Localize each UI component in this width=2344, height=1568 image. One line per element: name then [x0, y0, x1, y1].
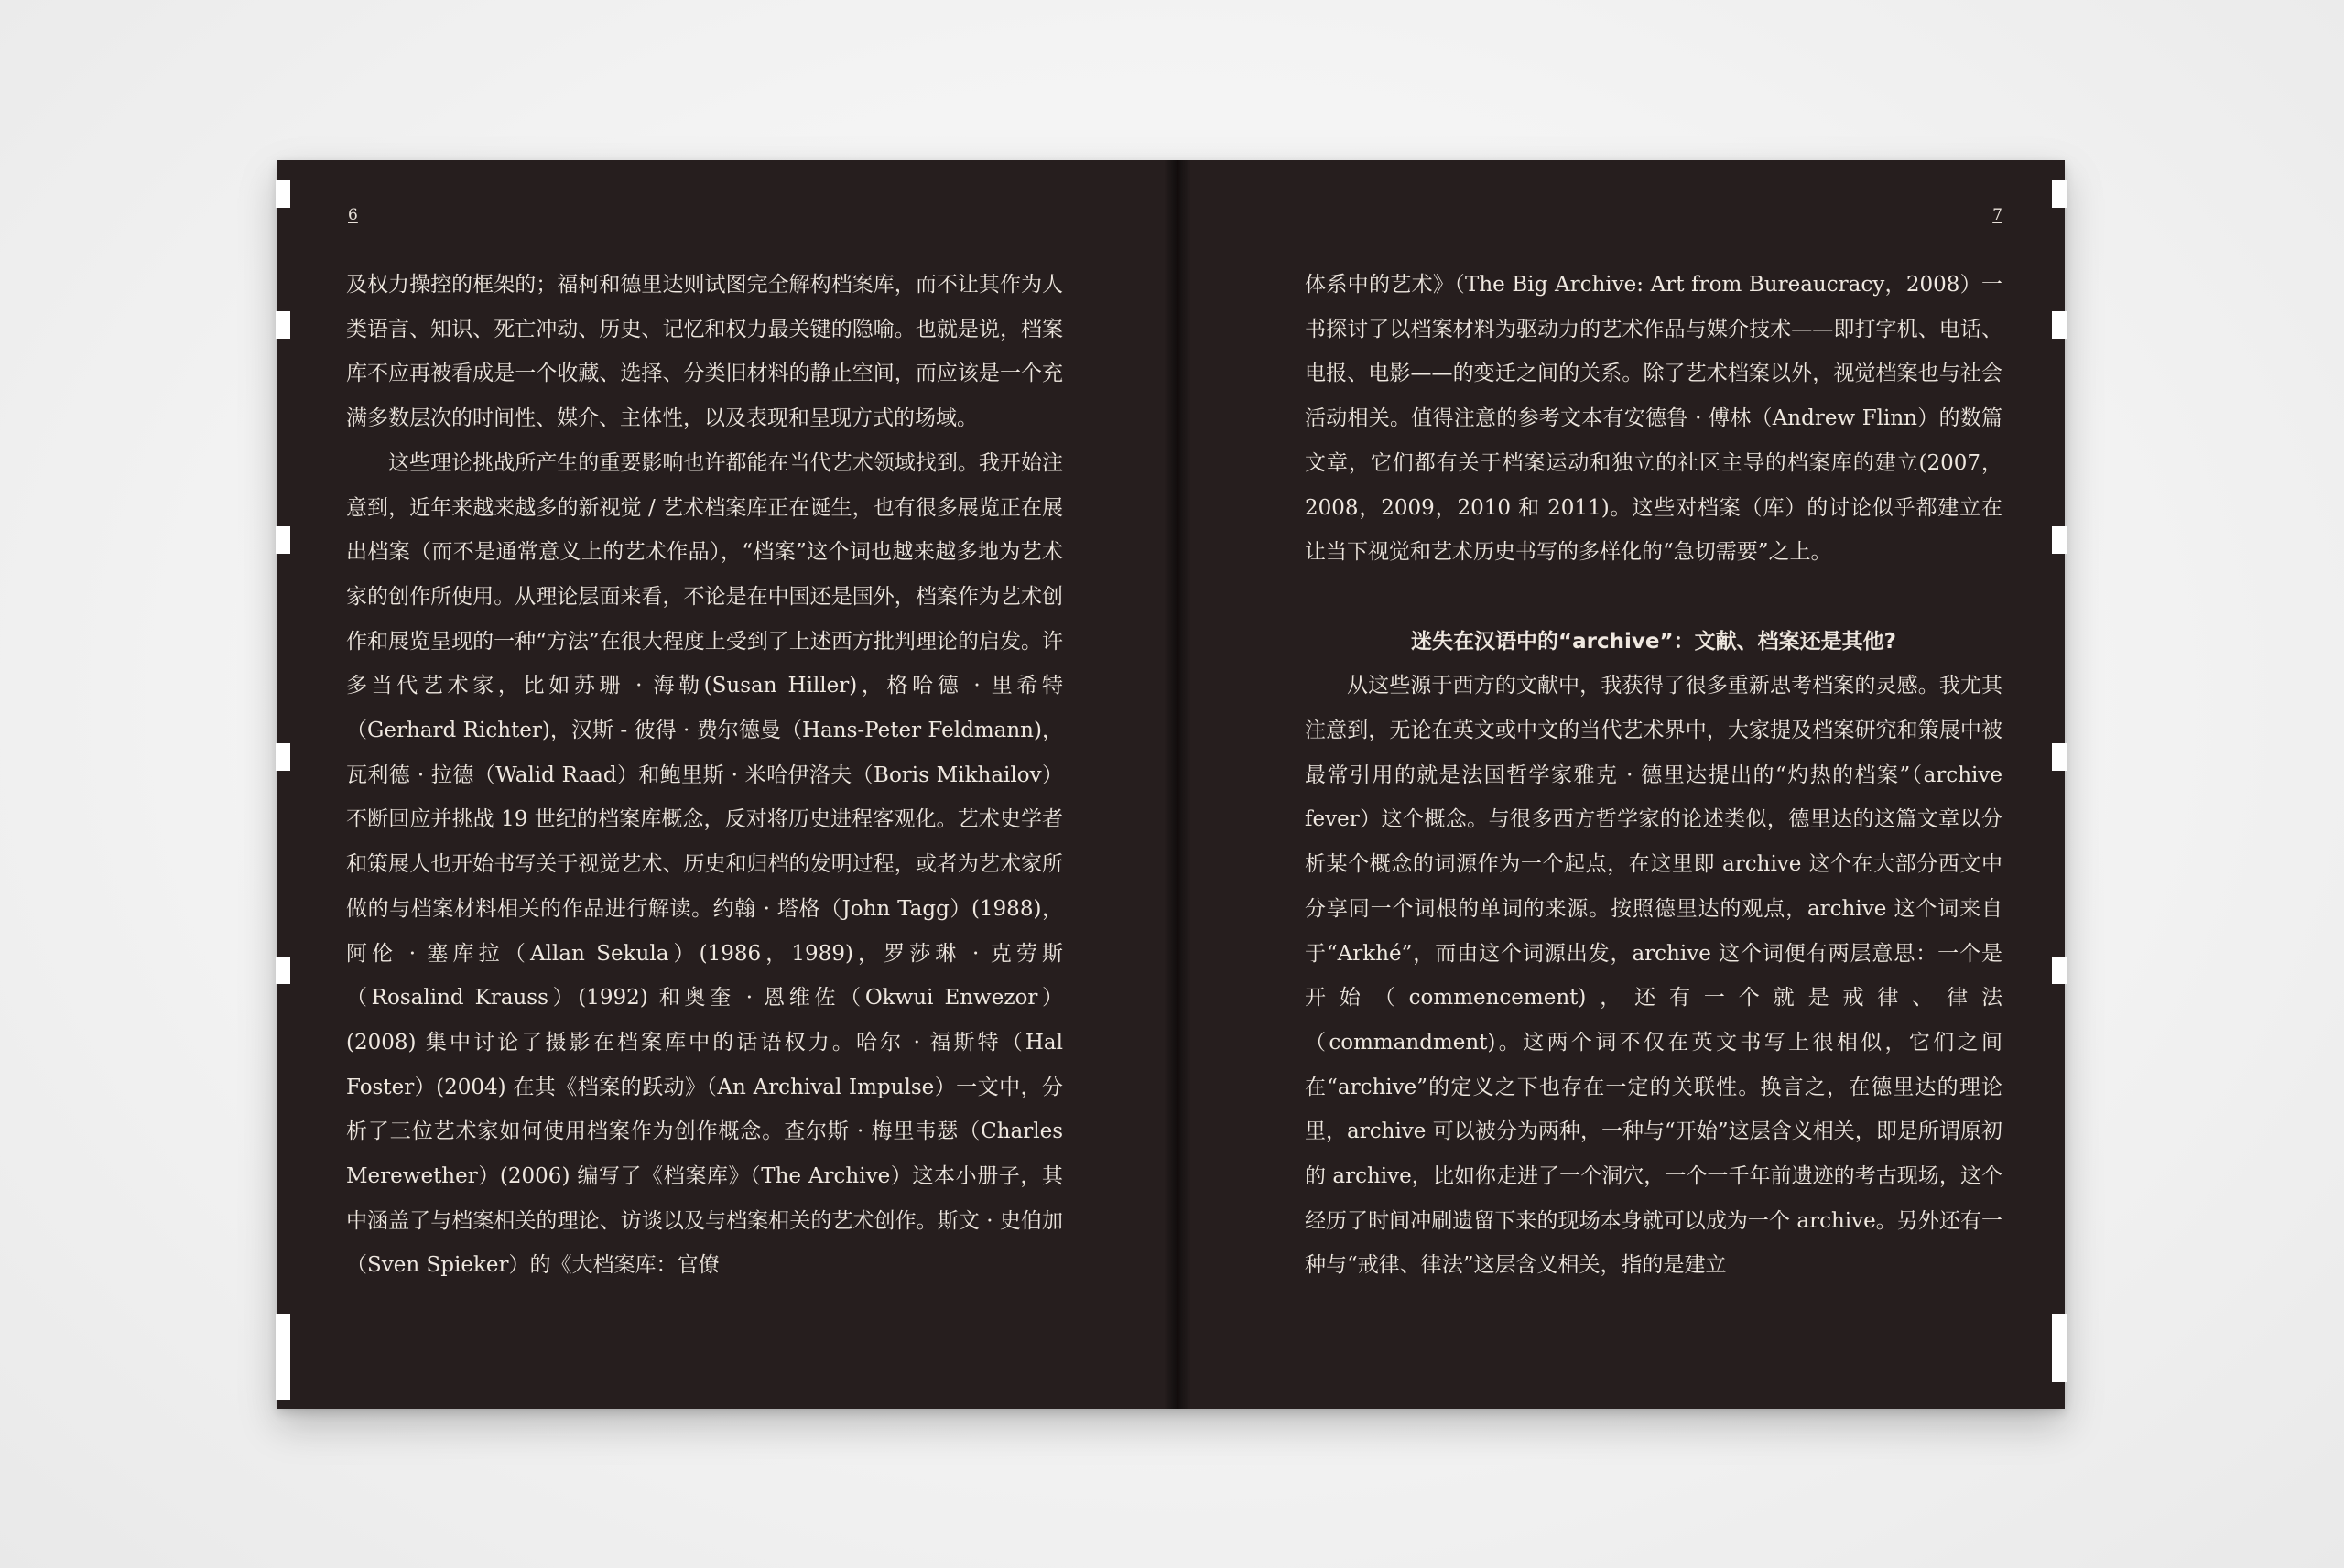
- thumb-index-tab: [2052, 311, 2067, 339]
- page-number: 7: [1992, 206, 2002, 224]
- thumb-index-tab: [2052, 957, 2067, 984]
- section-heading: 迷失在汉语中的“archive”：文献、档案还是其他?: [1411, 629, 1896, 654]
- paragraph: 这些理论挑战所产生的重要影响也许都能在当代艺术领域找到。我开始注意到，近年来越来越多的新视觉 / 艺术档案库正在诞生，也有很多展览正在展出档案（而不是通常意义上的艺术作品），“档案”这个词也越来越多地为艺术家的创作所使用。从理论层面来看，不论是在中国还是国外，档案作为艺术创作和展览呈现的一种“方法”在很大程度上受到了上述西方批判理论的启发。许多当代艺术家，比如苏珊 · 海勒(Susan Hiller)，格哈德 · 里希特（Gerhard Richter)，汉斯 - 彼得 · 费尔德曼（Hans-Peter Feldmann)，瓦利德 · 拉德（Walid Raad）和鲍里斯 · 米哈伊洛夫（Boris Mikhailov）不断回应并挑战 19 世纪的档案库概念，反对将历史进程客观化。艺术史学者和策展人也开始书写关于视觉艺术、历史和归档的发明过程，或者为艺术家所做的与档案材料相关的作品进行解读。约翰 · 塔格（John Tagg）(1988)，阿伦 · 塞库拉（Allan Sekula）(1986，1989)，罗莎琳 · 克劳斯（Rosalind Krauss）(1992) 和奥奎 · 恩维佐（Okwui Enwezor）(2008) 集中讨论了摄影在档案库中的话语权力。哈尔 · 福斯特（Hal Foster）(2004) 在其《档案的跃动》（An Archival Impulse）一文中，分析了三位艺术家如何使用档案作为创作概念。查尔斯 · 梅里韦瑟（Charles Merewether）(2006) 编写了《档案库》（The Archive）这本小册子，其中涵盖了与档案相关的理论、访谈以及与档案相关的艺术创作。斯文 · 史伯加（Sven Spieker）的《大档案库：官僚: [346, 450, 1063, 1278]
- book-spread: [277, 160, 2065, 1409]
- thumb-index-tab: [276, 957, 290, 984]
- thumb-index-tab: [276, 311, 290, 339]
- body-text: [346, 263, 1063, 1288]
- left-page: [346, 160, 1063, 1409]
- body-text: [1305, 263, 2002, 1288]
- thumb-index-tab: [276, 743, 290, 771]
- paragraph: 及权力操控的框架的；福柯和德里达则试图完全解构档案库，而不让其作为人类语言、知识、死亡冲动、历史、记忆和权力最关键的隐喻。也就是说，档案库不应再被看成是一个收藏、选择、分类旧材料的静止空间，而应该是一个充满多数层次的时间性、媒介、主体性，以及表现和呈现方式的场域。: [346, 273, 1063, 431]
- book-gutter: [1164, 160, 1191, 1409]
- thumb-index-tab: [276, 526, 290, 554]
- paragraph: 从这些源于西方的文献中，我获得了很多重新思考档案的灵感。我尤其注意到，无论在英文或中文的当代艺术界中，大家提及档案研究和策展中被最常引用的就是法国哲学家雅克 · 德里达提出的“灼热的档案”（archive fever）这个概念。与很多西方哲学家的论述类似，德里达的这篇文章以分析某个概念的词源作为一个起点，在这里即 archive 这个在大部分西文中分享同一个词根的单词的来源。按照德里达的观点，archive 这个词来自于“Arkhé”，而由这个词源出发，archive 这个词便有两层意思：一个是开始（commencement)，还有一个就是戒律、律法（commandment)。这两个词不仅在英文书写上很相似，它们之间在“archive”的定义之下也存在一定的关联性。换言之，在德里达的理论里，archive 可以被分为两种，一种与“开始”这层含义相关，即是所谓原初的 archive，比如你走进了一个洞穴，一个一千年前遗迹的考古现场，这个经历了时间冲刷遗留下来的现场本身就可以成为一个 archive。另外还有一种与“戒律、律法”这层含义相关，指的是建立: [1305, 674, 2002, 1278]
- thumb-index-tab: [2052, 526, 2067, 554]
- thumb-index-tab: [2052, 743, 2067, 771]
- thumb-index-tab: [276, 1314, 290, 1400]
- paragraph: 体系中的艺术》（The Big Archive: Art from Bureaucracy，2008）一书探讨了以档案材料为驱动力的艺术作品与媒介技术——即打字机、电话、电报、电影——的变迁之间的关系。除了艺术档案以外，视觉档案也与社会活动相关。值得注意的参考文本有安德鲁 · 傅林（Andrew Flinn）的数篇文章，它们都有关于档案运动和独立的社区主导的档案库的建立(2007，2008，2009，2010 和 2011)。这些对档案（库）的讨论似乎都建立在让当下视觉和艺术历史书写的多样化的“急切需要”之上。: [1305, 273, 2002, 565]
- thumb-index-tab: [2052, 180, 2067, 208]
- right-page: [1305, 160, 2002, 1409]
- thumb-index-tab: [276, 180, 290, 208]
- page-number: 6: [348, 206, 358, 224]
- section-spacer: [1305, 575, 2002, 620]
- thumb-index-tab: [2052, 1314, 2067, 1382]
